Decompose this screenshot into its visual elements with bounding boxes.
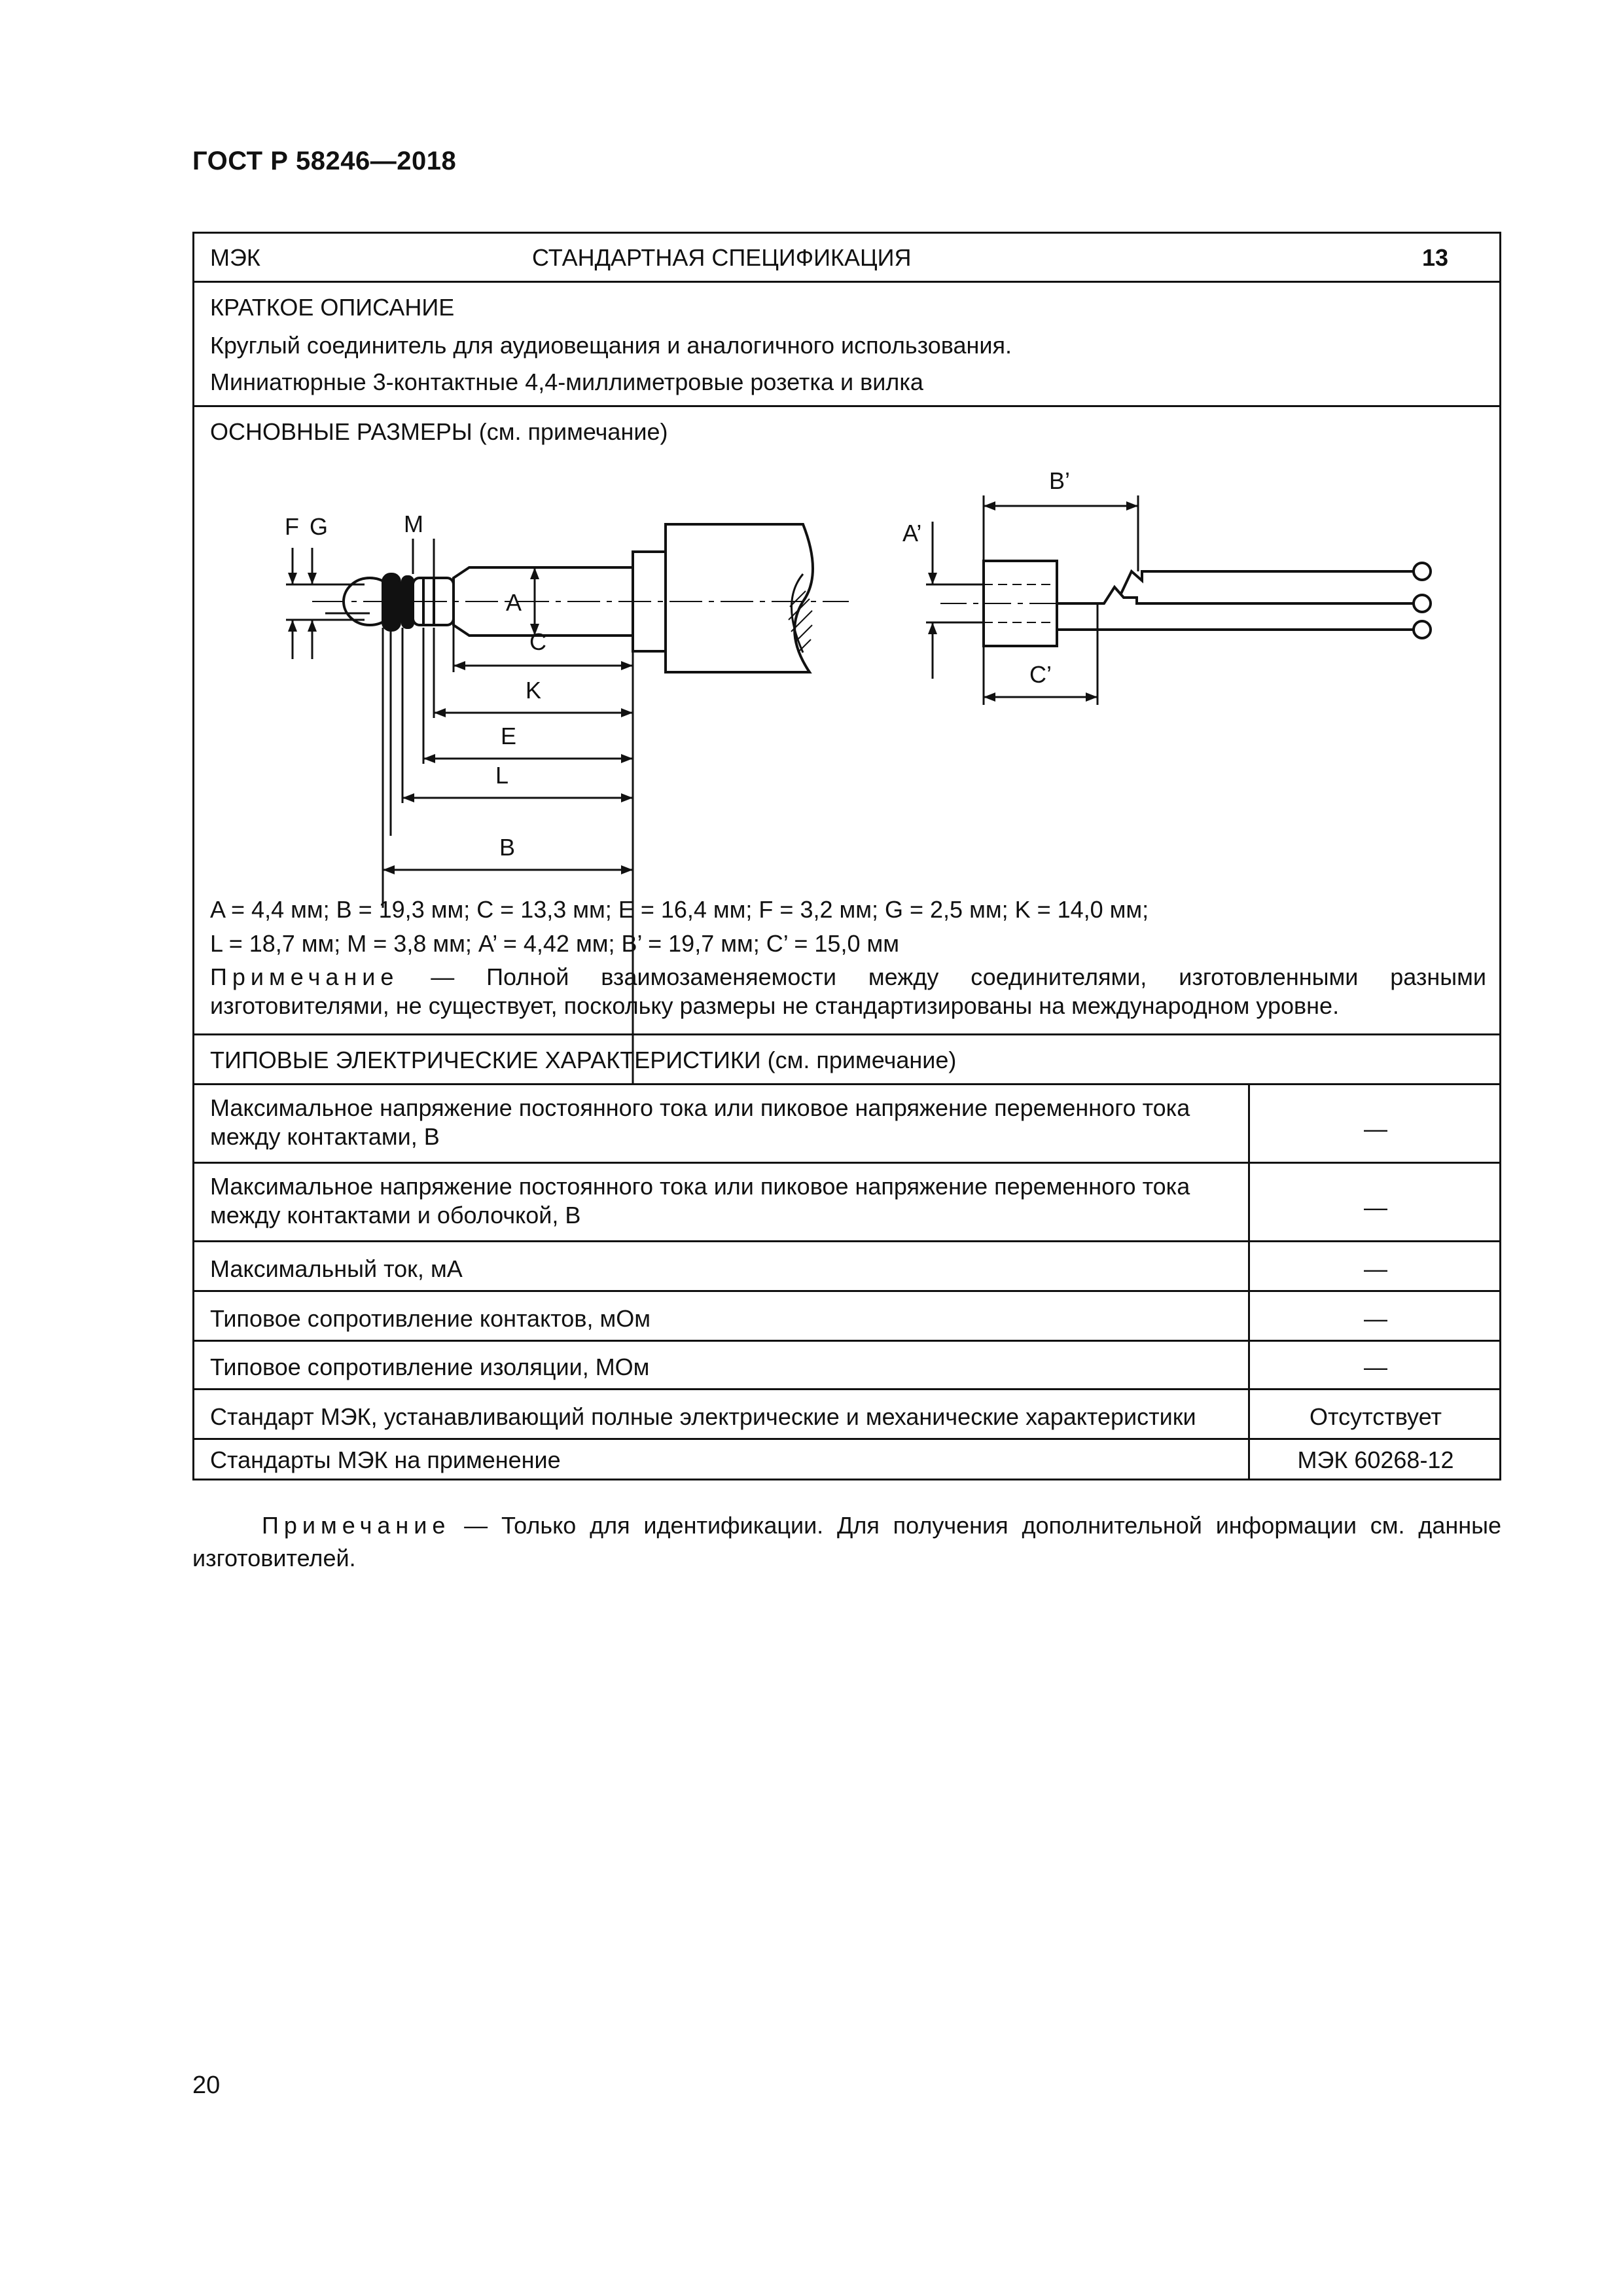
row-label: Стандарты МЭК на применение [210,1446,561,1473]
footnote-label: Примечание [262,1512,451,1539]
brief-heading: КРАТКОЕ ОПИСАНИЕ [210,294,455,321]
dimensions-heading: ОСНОВНЫЕ РАЗМЕРЫ (см. примечание) [210,418,668,445]
label-F: F [285,513,299,540]
divider [194,1083,1499,1085]
brief-line-2: Миниатюрные 3-контактные 4,4-миллиметровые розетка и вилка [210,368,923,395]
row-label: Стандарт МЭК, устанавливающий полные электрические и механические характеристики [210,1403,1196,1430]
row-value: — [1364,1255,1387,1282]
label-B: B [499,834,516,861]
brief-line-1: Круглый соединитель для аудиовещания и аналогичного использования. [210,332,1012,359]
row-label: Максимальный ток, мА [210,1255,463,1282]
label-A: A [506,589,522,616]
divider [194,1162,1499,1164]
footnote-text: — Только для идентификации. Для получения дополнительной информации см. данные изготовителей. [192,1512,1501,1571]
divider [194,1240,1499,1242]
label-K: K [526,677,542,704]
dimensions-note-label: Примечание [210,963,399,990]
divider [194,1290,1499,1292]
divider [194,1340,1499,1342]
divider [194,281,1499,283]
row-value: — [1364,1115,1387,1142]
divider [194,1033,1499,1035]
page-number: 20 [192,2072,221,2099]
row-label: Максимальное напряжение постоянного тока или пиковое напряжение переменного тока между контактами и оболочкой, В [210,1173,1190,1229]
row-value: — [1364,1305,1387,1332]
row-value: — [1364,1354,1387,1380]
divider [194,1388,1499,1390]
label-G: G [310,513,329,540]
divider [194,405,1499,407]
row-label: Типовое сопротивление изоляции, МОм [210,1354,650,1380]
document-header: ГОСТ Р 58246—2018 [192,147,457,175]
label-A-prime: A’ [902,520,922,547]
row-label: Максимальное напряжение постоянного тока или пиковое напряжение переменного тока между контактами, В [210,1094,1190,1150]
label-C-prime: C’ [1029,661,1052,688]
row-value: — [1364,1194,1387,1221]
dimensions-values-line-2: L = 18,7 мм; M = 3,8 мм; A’ = 4,42 мм; B’ = 19,7 мм; C’ = 15,0 мм [210,930,899,957]
electrical-heading: ТИПОВЫЕ ЭЛЕКТРИЧЕСКИЕ ХАРАКТЕРИСТИКИ (см. примечание) [210,1047,957,1073]
label-B-prime: B’ [1049,467,1071,494]
row-value: МЭК 60268-12 [1297,1446,1454,1473]
dimensions-note [210,963,1486,1020]
spec-org: МЭК [210,244,260,271]
row-label: Типовое сопротивление контактов, мОм [210,1305,651,1332]
label-C: C [529,628,546,655]
spec-title: СТАНДАРТНАЯ СПЕЦИФИКАЦИЯ [532,244,912,271]
dimensions-values-line-1: A = 4,4 мм; B = 19,3 мм; C = 13,3 мм; E = 16,4 мм; F = 3,2 мм; G = 2,5 мм; K = 14,0 мм; [210,896,1149,923]
row-value: Отсутствует [1310,1403,1442,1430]
spec-sheet [192,232,1501,1480]
divider [194,1438,1499,1440]
dimensions-note-text: — Полной взаимозаменяемости между соединителями, изготовленными разными изготовителями, не существует, поскольку размеры не стандартизированы на международном уровне. [210,963,1486,1019]
spec-number: 13 [1422,244,1449,271]
label-M: M [404,511,423,537]
footnote [192,1509,1501,1575]
label-L: L [495,762,509,789]
label-E: E [501,723,517,749]
